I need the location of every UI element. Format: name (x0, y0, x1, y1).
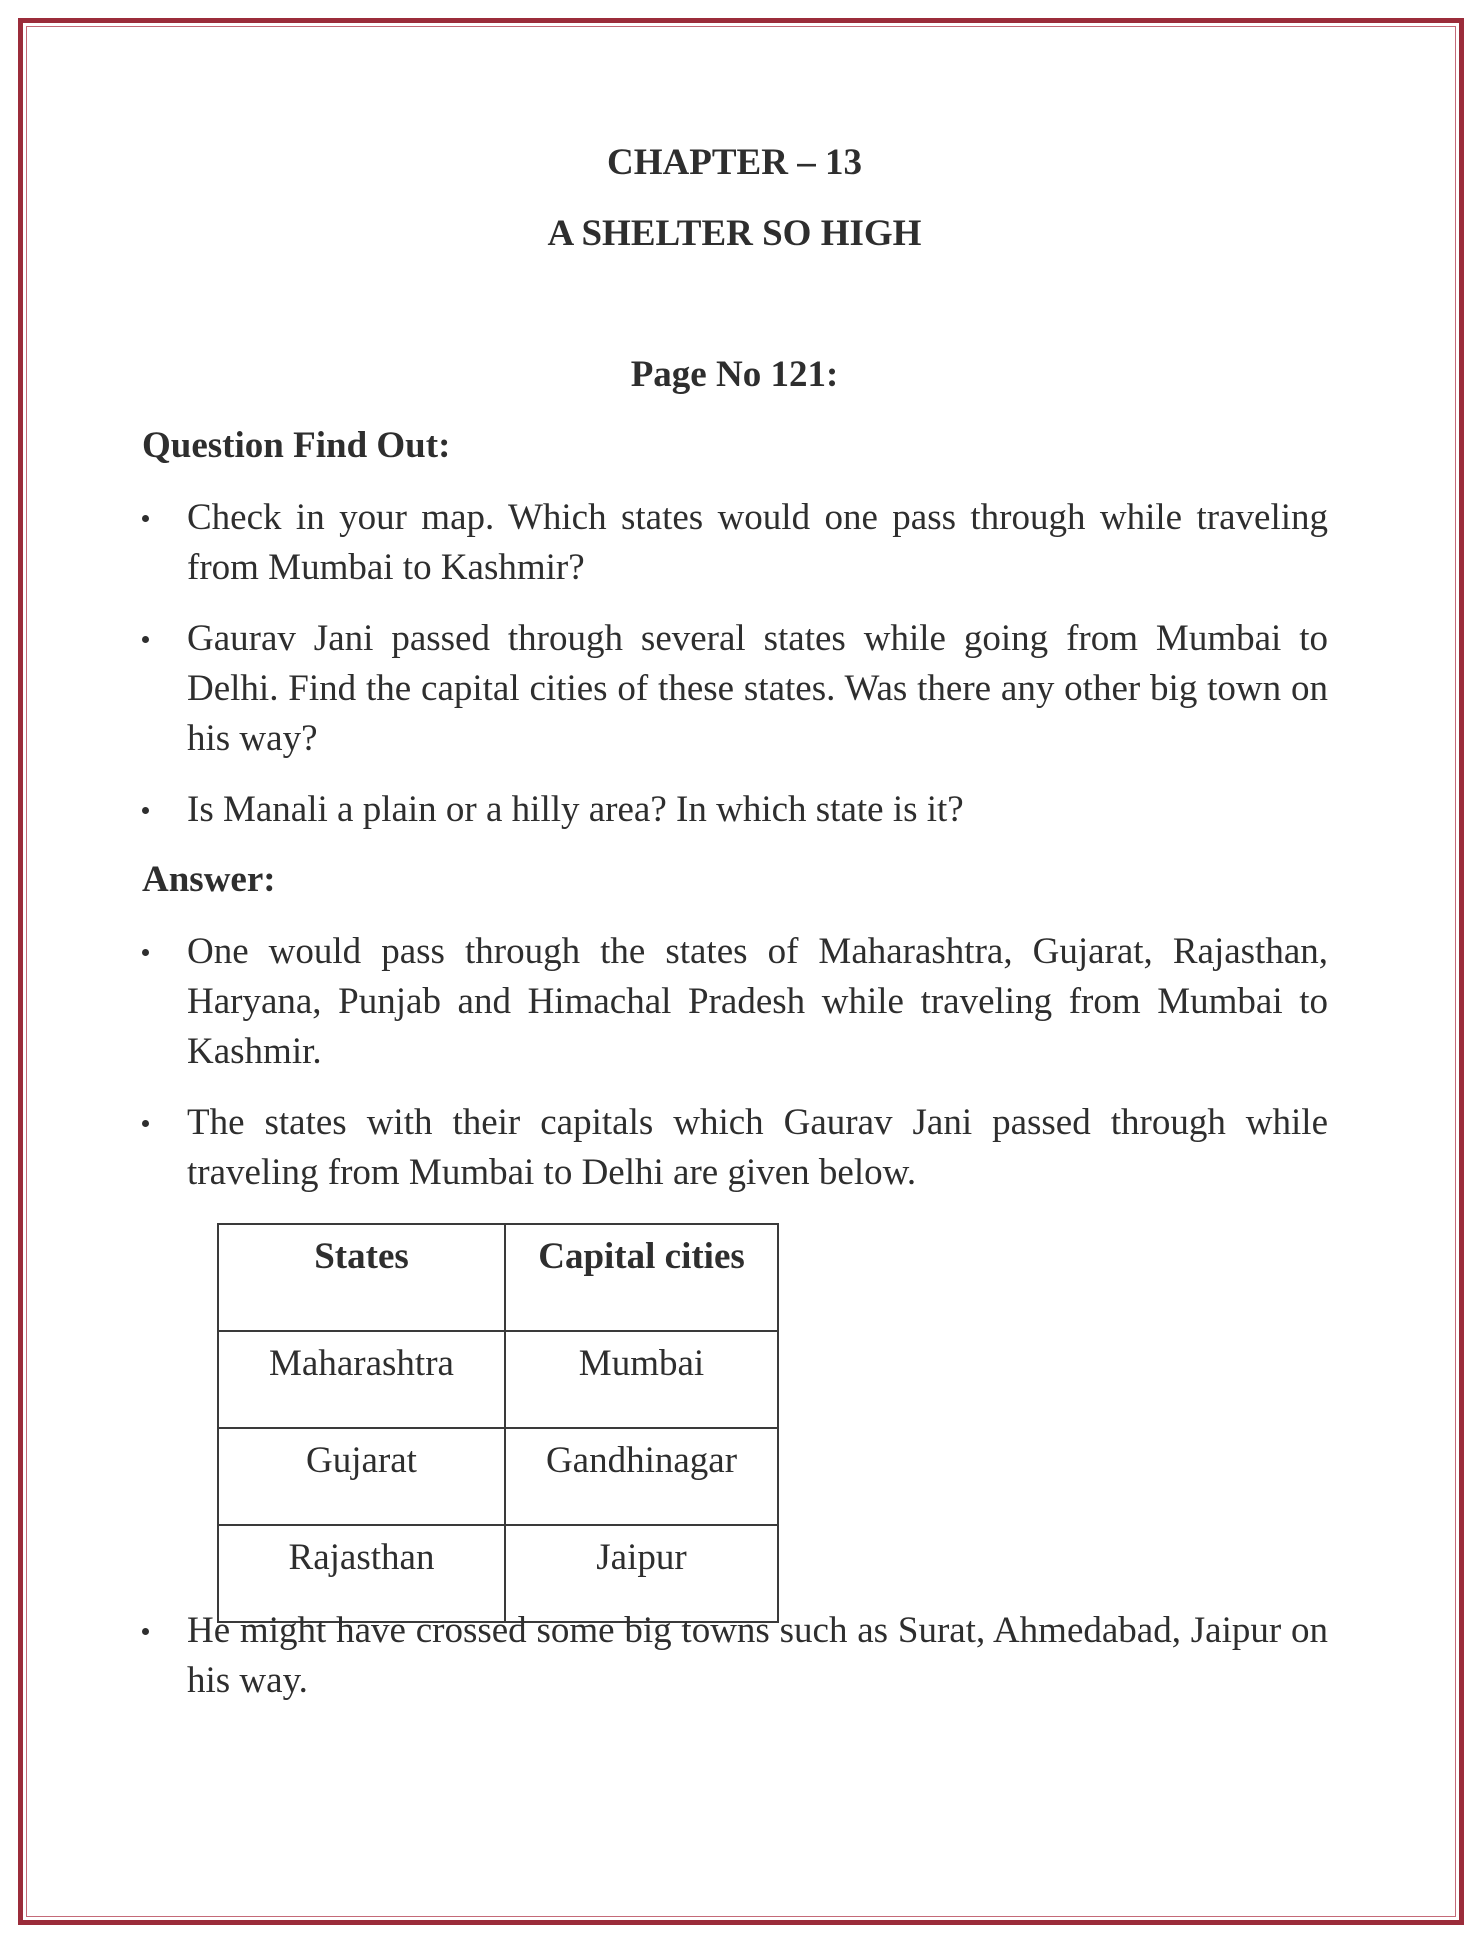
answer-text: The states with their capitals which Gaurav Jani passed through while traveling from Mumbai to Delhi are given below. (187, 1102, 1328, 1193)
answer-list (142, 1098, 1328, 1198)
bullet-icon (142, 949, 149, 956)
question-item (142, 785, 1328, 835)
question-text: Is Manali a plain or a hilly area? In which state is it? (187, 789, 964, 830)
answer-item (142, 1098, 1328, 1198)
table-header-row (218, 1224, 778, 1331)
chapter-heading: CHAPTER – 13 (607, 142, 862, 183)
answer-list (142, 927, 1328, 1077)
answer-item (142, 927, 1328, 1077)
answer-heading: Answer: (142, 859, 276, 900)
table-cell-capital: Mumbai (505, 1331, 778, 1428)
table-cell-state: Rajasthan (218, 1525, 505, 1622)
question-heading: Question Find Out: (142, 425, 451, 466)
table-cell-state: Gujarat (218, 1428, 505, 1525)
table-row (218, 1331, 778, 1428)
bullet-icon (142, 1628, 149, 1635)
answer-list (142, 1606, 1328, 1706)
table-cell-capital: Jaipur (505, 1525, 778, 1622)
answer-item (142, 1606, 1328, 1706)
table-header-states: States (218, 1224, 505, 1331)
table-cell-state: Maharashtra (218, 1331, 505, 1428)
question-item (142, 614, 1328, 764)
question-list (142, 785, 1328, 835)
bullet-icon (142, 515, 149, 522)
table-cell-capital: Gandhinagar (505, 1428, 778, 1525)
question-list (142, 493, 1328, 593)
table-row (218, 1428, 778, 1525)
question-list (142, 614, 1328, 764)
answer-text: He might have crossed some big towns such as Surat, Ahmedabad, Jaipur on his way. (187, 1610, 1328, 1701)
question-item (142, 493, 1328, 593)
question-text: Gaurav Jani passed through several states while going from Mumbai to Delhi. Find the capital cities of these states. Was there any other big town on his way? (187, 618, 1328, 759)
bullet-icon (142, 636, 149, 643)
question-text: Check in your map. Which states would one pass through while traveling from Mumbai to Kashmir? (187, 497, 1328, 588)
states-capitals-table (217, 1223, 779, 1623)
table-header-capitals: Capital cities (505, 1224, 778, 1331)
chapter-title: A SHELTER SO HIGH (547, 213, 922, 254)
bullet-icon (142, 807, 149, 814)
bullet-icon (142, 1120, 149, 1127)
page-label: Page No 121: (630, 354, 839, 395)
answer-text: One would pass through the states of Maharashtra, Gujarat, Rajasthan, Haryana, Punjab and Himachal Pradesh while traveling from Mumbai to Kashmir. (187, 931, 1328, 1072)
